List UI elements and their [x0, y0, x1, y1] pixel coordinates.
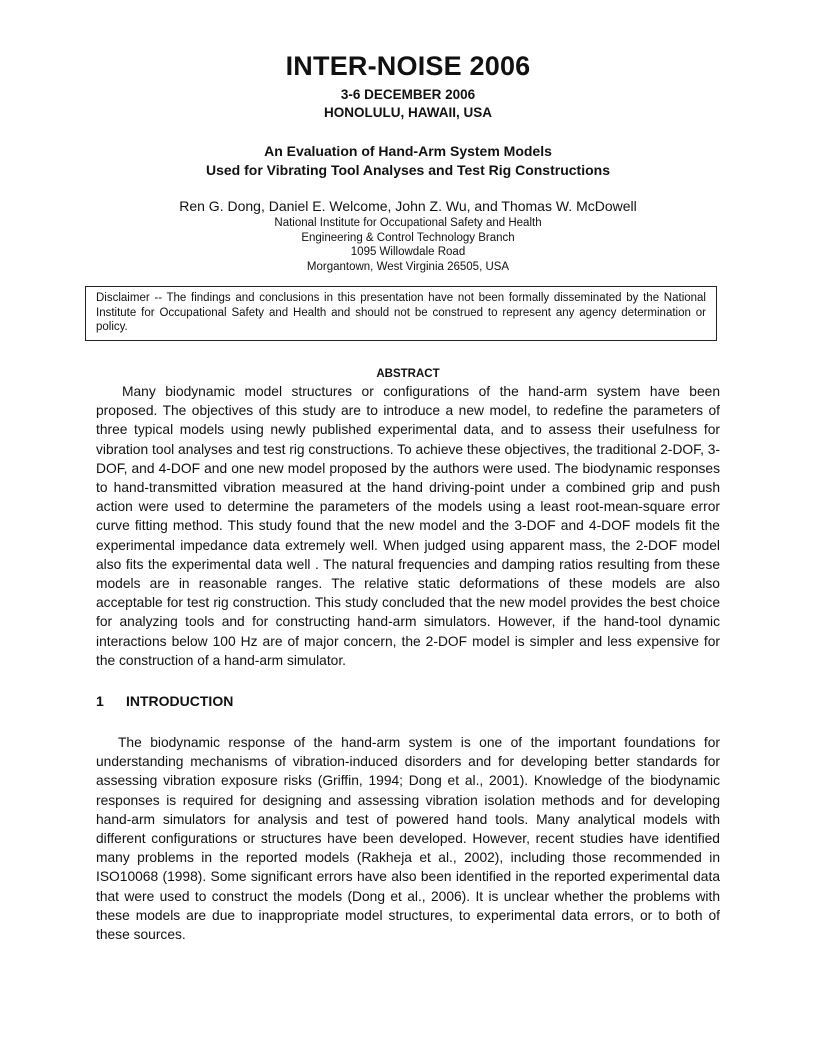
paper-title-line-2: Used for Vibrating Tool Analyses and Test Rig Constructions [206, 162, 610, 178]
affiliation-line: 1095 Willowdale Road [350, 246, 466, 258]
abstract-text [96, 382, 720, 670]
author-list: Ren G. Dong, Daniel E. Welcome, John Z. Wu, and Thomas W. McDowell [179, 198, 637, 214]
section-title: INTRODUCTION [126, 693, 234, 709]
affiliation-line: National Institute for Occupational Safety and Health [274, 217, 542, 229]
conference-title: INTER-NOISE 2006 [285, 51, 531, 81]
abstract-heading: ABSTRACT [376, 368, 440, 380]
paper-title [0, 142, 816, 180]
introduction-paragraph: The biodynamic response of the hand-arm system is one of the important foundations for understanding mechanisms of vibration-induced disorders and for developing better standards for assessing vibration exposure risks (Griffin, 1994; Dong et al., 2001). Knowledge of the biodynamic responses is required for designing and assessing vibration isolation methods and for developing hand-arm simulators for analysis and test of powered hand tools. Many analytical models with different configurations or structures have been developed. However, recent studies have identified many problems in the reported models (Rakheja et al., 2002), including those recommended in ISO10068 (1998). Some significant errors have also been identified in the reported experimental data that were used to construct the models (Dong et al., 2006). It is unclear whether the problems with these models are due to inappropriate model structures, to experimental data errors, or to both of these sources. [96, 735, 720, 943]
paper-title-line-1: An Evaluation of Hand-Arm System Models [264, 143, 552, 159]
disclaimer-box: Disclaimer -- The findings and conclusions in this presentation have not been formally disseminated by the National Institute for Occupational Safety and Health and should not be construed to represent any agency determination or policy. [85, 286, 717, 341]
section-heading-introduction [96, 693, 233, 709]
conference-location: HONOLULU, HAWAII, USA [324, 105, 492, 120]
affiliation-line: Morgantown, West Virginia 26505, USA [306, 260, 510, 273]
introduction-text [96, 733, 720, 944]
abstract-paragraph: Many biodynamic model structures or configurations of the hand-arm system have been proposed. The objectives of this study are to introduce a new model, to redefine the parameters of three typical models using newly published experimental data, and to assess their usefulness for vibration tool analyses and test rig constructions. To achieve these objectives, the traditional 2-DOF, 3-DOF, and 4-DOF and one new model proposed by the authors were used. The biodynamic responses to hand-transmitted vibration measured at the hand driving-point under a combined grip and push action were used to determine the parameters of the models using a least root-mean-square error curve fitting method. This study found that the new model and the 3-DOF and 4-DOF models fit the experimental impedance data extremely well. When judged using apparent mass, the 2-DOF model also fits the experimental data well . The natural frequencies and damping ratios resulting from these models are in reasonable ranges. The relative static deformations of these models are also acceptable for test rig construction. This study concluded that the new model provides the best choice for analyzing tools and for constructing hand-arm simulators. However, if the hand-tool dynamic interactions below 100 Hz are of major concern, the 2-DOF model is simpler and less expensive for the construction of a hand-arm simulator. [96, 384, 720, 668]
conference-dates: 3-6 DECEMBER 2006 [340, 87, 476, 102]
affiliation-block [0, 216, 816, 274]
section-number: 1 [96, 693, 104, 709]
affiliation-line: Engineering & Control Technology Branch [301, 231, 515, 244]
